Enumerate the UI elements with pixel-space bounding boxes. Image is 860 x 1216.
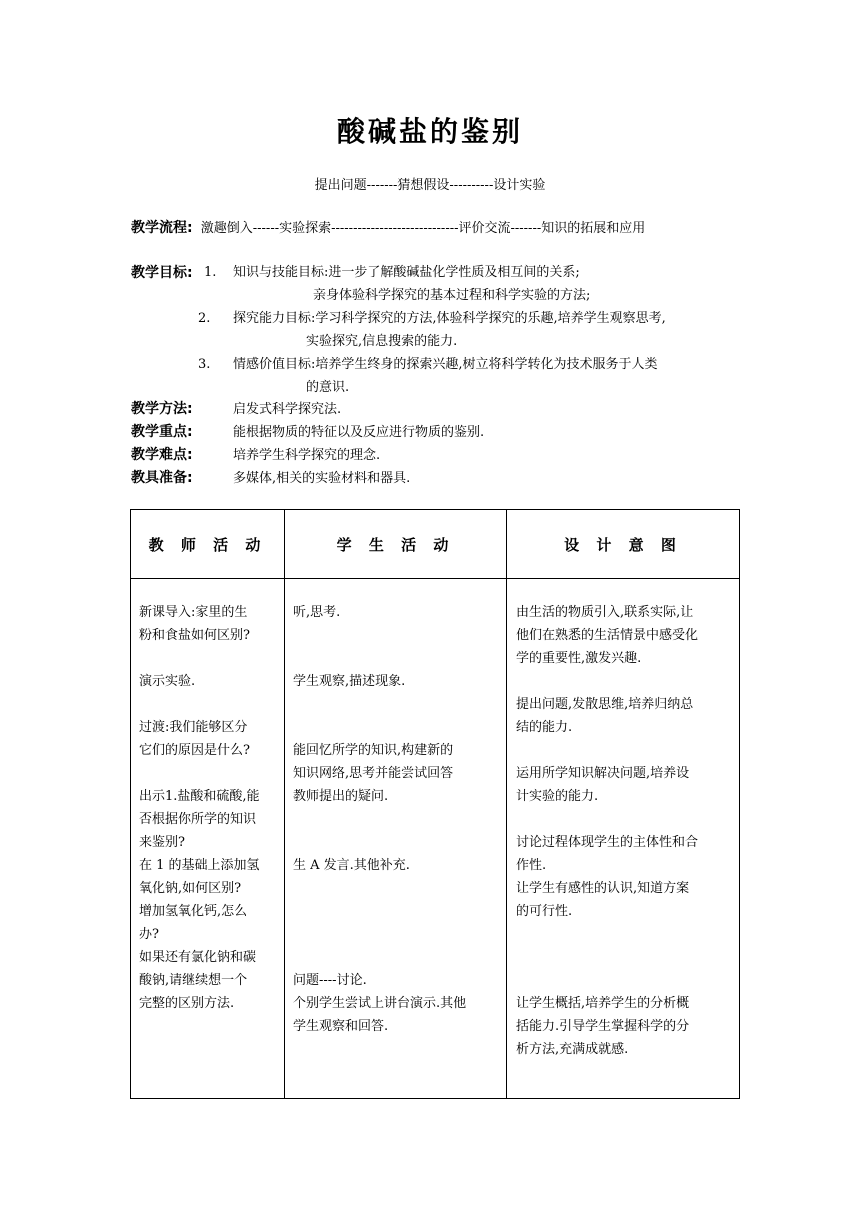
flow-row xyxy=(131,218,645,239)
method-text: 启发式科学探究法. xyxy=(233,402,342,417)
teacher-line: 粉和食盐如何区别? xyxy=(139,628,250,643)
student-line: 学生观察,描述现象. xyxy=(293,674,406,689)
teacher-line: 过渡:我们能够区分 xyxy=(139,720,248,735)
design-line: 由生活的物质引入,联系实际,让 xyxy=(516,605,694,620)
table-header-row xyxy=(131,510,740,579)
key-point-label: 教学重点: xyxy=(131,424,193,440)
goal-1-line1: 知识与技能目标:进一步了解酸碱盐化学性质及相互间的关系; xyxy=(233,265,580,280)
teacher-line: 氧化钠,如何区别? xyxy=(139,881,242,896)
tools-label: 教具准备: xyxy=(131,470,193,486)
teacher-line: 来鉴别? xyxy=(139,835,185,850)
subtitle: 提出问题-------猜想假设----------设计实验 xyxy=(314,178,546,193)
goal-3-line2: 的意识. xyxy=(306,380,350,395)
goal-3-num: 3. xyxy=(198,357,211,372)
student-line: 生 A 发言.其他补充. xyxy=(293,858,410,873)
design-line: 让学生有感性的认识,知道方案 xyxy=(516,881,690,896)
goal-3-line1: 情感价值目标:培养学生终身的探索兴趣,树立将科学转化为技术服务于人类 xyxy=(233,357,658,372)
header-student: 学 生 活 动 xyxy=(285,510,507,579)
lesson-table xyxy=(130,509,740,1099)
student-line: 知识网络,思考并能尝试回答 xyxy=(293,766,454,781)
page-title: 酸碱盐的鉴别 xyxy=(336,115,523,148)
student-line: 听,思考. xyxy=(293,605,341,620)
design-line: 让学生概括,培养学生的分析概 xyxy=(516,996,690,1011)
goal-2-num: 2. xyxy=(198,311,211,326)
student-line: 学生观察和回答. xyxy=(293,1019,389,1034)
teacher-line: 完整的区别方法. xyxy=(139,996,235,1011)
design-line: 学的重要性,激发兴趣. xyxy=(516,651,642,666)
teacher-line: 增加氢氧化钙,怎么 xyxy=(139,904,248,919)
difficulty-label: 教学难点: xyxy=(131,447,193,463)
design-line: 他们在熟悉的生活情景中感受化 xyxy=(516,628,699,643)
goal-1-num: 1. xyxy=(204,265,217,280)
teacher-line: 新课导入:家里的生 xyxy=(139,605,248,620)
key-point-text: 能根据物质的特征以及反应进行物质的鉴别. xyxy=(233,425,485,440)
table-body-row xyxy=(131,579,740,1099)
student-line: 个别学生尝试上讲台演示.其他 xyxy=(293,996,467,1011)
teacher-line: 在 1 的基础上添加氢 xyxy=(139,858,260,873)
student-line: 教师提出的疑问. xyxy=(293,789,389,804)
goal-2-line2: 实验探究,信息搜索的能力. xyxy=(306,334,458,349)
student-line: 能回忆所学的知识,构建新的 xyxy=(293,743,454,758)
teacher-line: 办? xyxy=(139,927,159,942)
flow-label: 教学流程: xyxy=(131,220,193,236)
design-line: 计实验的能力. xyxy=(516,789,599,804)
design-line: 讨论过程体现学生的主体性和合 xyxy=(516,835,699,850)
teacher-line: 演示实验. xyxy=(139,674,196,689)
flow-text: 激趣倒入------实验探索-----------------------------评价交流-------知识的拓展和应用 xyxy=(200,221,646,236)
design-intent-cell xyxy=(507,579,740,1099)
design-line: 作性. xyxy=(516,858,547,873)
teacher-line: 它们的原因是什么? xyxy=(139,743,250,758)
tools-text: 多媒体,相关的实验材料和器具. xyxy=(233,471,411,486)
design-line: 结的能力. xyxy=(516,720,573,735)
design-line: 括能力.引导学生掌握科学的分 xyxy=(516,1019,690,1034)
teacher-activity-cell xyxy=(131,579,285,1099)
teacher-line: 酸钠,请继续想一个 xyxy=(139,973,248,988)
difficulty-text: 培养学生科学探究的理念. xyxy=(233,448,381,463)
teacher-line: 否根据你所学的知识 xyxy=(139,812,257,827)
student-activity-cell xyxy=(285,579,507,1099)
goals-label: 教学目标: xyxy=(131,265,193,281)
student-line: 问题----讨论. xyxy=(293,973,367,988)
design-line: 提出问题,发散思维,培养归纳总 xyxy=(516,697,694,712)
header-design: 设 计 意 图 xyxy=(507,510,740,579)
goal-1-line2: 亲身体验科学探究的基本过程和科学实验的方法; xyxy=(313,288,591,303)
goal-2-line1: 探究能力目标:学习科学探究的方法,体验科学探究的乐趣,培养学生观察思考, xyxy=(233,311,666,326)
design-line: 运用所学知识解决问题,培养设 xyxy=(516,766,690,781)
design-line: 的可行性. xyxy=(516,904,573,919)
method-label: 教学方法: xyxy=(131,401,193,417)
design-line: 析方法,充满成就感. xyxy=(516,1042,629,1057)
teacher-line: 出示1.盐酸和硫酸,能 xyxy=(139,789,260,804)
header-teacher: 教 师 活 动 xyxy=(131,510,285,579)
teacher-line: 如果还有氯化钠和碳 xyxy=(139,950,257,965)
